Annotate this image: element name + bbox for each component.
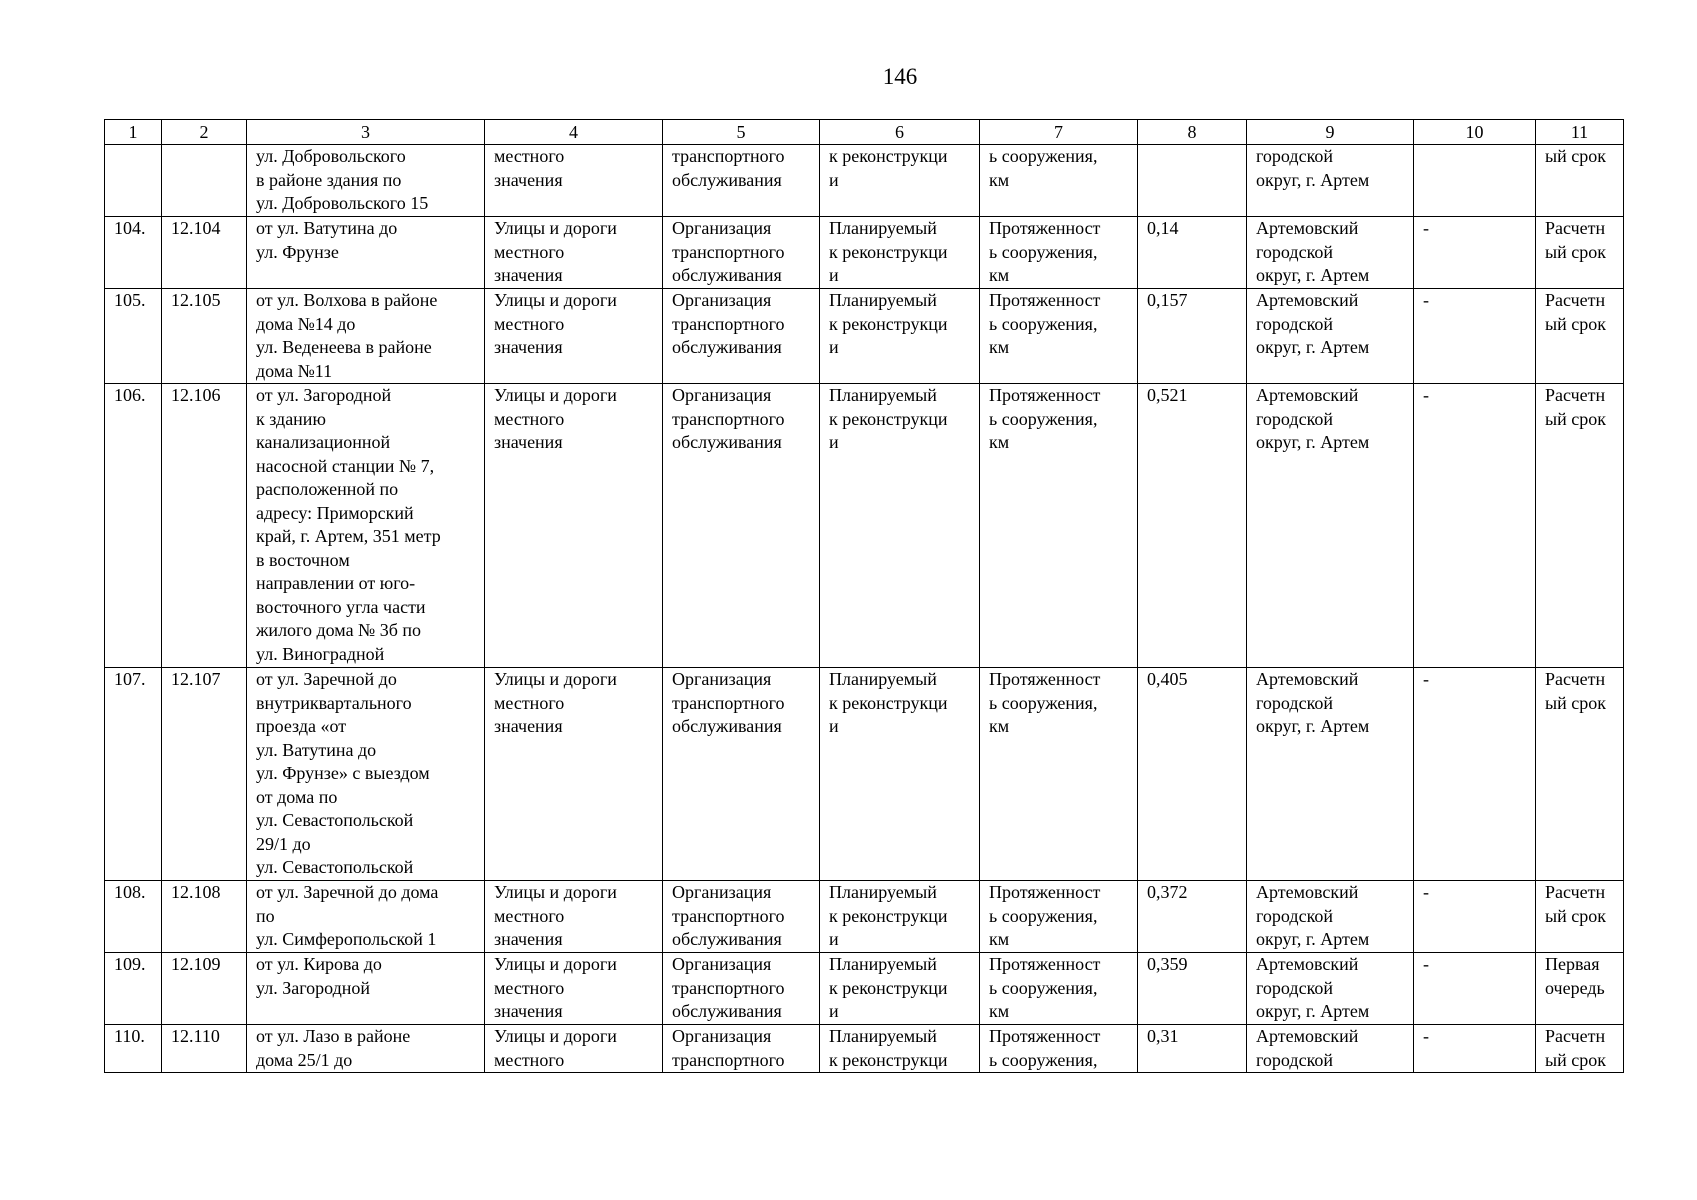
object-zone: - — [1414, 668, 1536, 881]
object-type: местного значения — [485, 145, 663, 217]
object-type: Улицы и дороги местного значения — [485, 881, 663, 953]
object-purpose: Организация транспортного обслуживания — [663, 217, 820, 289]
object-characteristic: Протяженност ь сооружения, — [980, 1025, 1138, 1073]
object-status: к реконструкци и — [820, 145, 980, 217]
object-location: от ул. Загородной к зданию канализационной насосной станции № 7, расположенной по адресу: Приморский край, г. Артем, 351 метр в восточном направлении от юго- восточного угла части жилого дома № 3б по ул. Виноградной — [247, 384, 485, 668]
object-zone: - — [1414, 289, 1536, 384]
objects-table — [104, 119, 1624, 1073]
row-number: 106. — [105, 384, 162, 668]
object-code: 12.107 — [162, 668, 247, 881]
object-value: 0,359 — [1138, 953, 1247, 1025]
object-characteristic: Протяженност ь сооружения, км — [980, 289, 1138, 384]
object-purpose: транспортного обслуживания — [663, 145, 820, 217]
object-location: от ул. Лазо в районе дома 25/1 до — [247, 1025, 485, 1073]
object-code: 12.104 — [162, 217, 247, 289]
column-header: 8 — [1138, 120, 1247, 145]
table-row — [105, 145, 1624, 217]
object-characteristic: Протяженност ь сооружения, км — [980, 881, 1138, 953]
object-location: от ул. Волхова в районе дома №14 до ул. Веденеева в районе дома №11 — [247, 289, 485, 384]
table-row — [105, 953, 1624, 1025]
object-value: 0,405 — [1138, 668, 1247, 881]
page-number: 146 — [882, 64, 918, 89]
object-characteristic: Протяженност ь сооружения, км — [980, 668, 1138, 881]
object-type: Улицы и дороги местного значения — [485, 217, 663, 289]
object-term: Расчетн ый срок — [1536, 881, 1624, 953]
row-number: 110. — [105, 1025, 162, 1073]
object-value: 0,31 — [1138, 1025, 1247, 1073]
object-status: Планируемый к реконструкци и — [820, 384, 980, 668]
object-status: Планируемый к реконструкци и — [820, 217, 980, 289]
object-purpose: Организация транспортного обслуживания — [663, 384, 820, 668]
object-type: Улицы и дороги местного значения — [485, 384, 663, 668]
object-code: 12.109 — [162, 953, 247, 1025]
object-purpose: Организация транспортного обслуживания — [663, 881, 820, 953]
object-municipality: городской округ, г. Артем — [1247, 145, 1414, 217]
column-number-row — [105, 120, 1624, 145]
object-zone — [1414, 145, 1536, 217]
column-header: 2 — [162, 120, 247, 145]
object-value: 0,14 — [1138, 217, 1247, 289]
object-value: 0,372 — [1138, 881, 1247, 953]
object-term: Расчетн ый срок — [1536, 668, 1624, 881]
object-characteristic: ь сооружения, км — [980, 145, 1138, 217]
column-header: 4 — [485, 120, 663, 145]
object-term: ый срок — [1536, 145, 1624, 217]
object-type: Улицы и дороги местного — [485, 1025, 663, 1073]
column-header: 1 — [105, 120, 162, 145]
row-number: 105. — [105, 289, 162, 384]
column-header: 10 — [1414, 120, 1536, 145]
object-value: 0,157 — [1138, 289, 1247, 384]
row-number: 104. — [105, 217, 162, 289]
column-header: 3 — [247, 120, 485, 145]
object-location: ул. Добровольского в районе здания по ул. Добровольского 15 — [247, 145, 485, 217]
object-status: Планируемый к реконструкци и — [820, 881, 980, 953]
object-purpose: Организация транспортного — [663, 1025, 820, 1073]
object-term: Расчетн ый срок — [1536, 384, 1624, 668]
row-number: 109. — [105, 953, 162, 1025]
object-term: Расчетн ый срок — [1536, 217, 1624, 289]
object-status: Планируемый к реконструкци и — [820, 953, 980, 1025]
object-code: 12.106 — [162, 384, 247, 668]
column-header: 6 — [820, 120, 980, 145]
object-purpose: Организация транспортного обслуживания — [663, 289, 820, 384]
object-location: от ул. Ватутина до ул. Фрунзе — [247, 217, 485, 289]
column-header: 7 — [980, 120, 1138, 145]
object-characteristic: Протяженност ь сооружения, км — [980, 953, 1138, 1025]
object-purpose: Организация транспортного обслуживания — [663, 668, 820, 881]
object-characteristic: Протяженност ь сооружения, км — [980, 217, 1138, 289]
object-location: от ул. Заречной до внутриквартального проезда «от ул. Ватутина до ул. Фрунзе» с выездом от дома по ул. Севастопольской 29/1 до ул. Севастопольской — [247, 668, 485, 881]
table-row — [105, 289, 1624, 384]
object-municipality: Артемовский городской — [1247, 1025, 1414, 1073]
object-type: Улицы и дороги местного значения — [485, 953, 663, 1025]
table-row — [105, 1025, 1624, 1073]
column-header: 11 — [1536, 120, 1624, 145]
object-status: Планируемый к реконструкци — [820, 1025, 980, 1073]
object-zone: - — [1414, 953, 1536, 1025]
row-number: 107. — [105, 668, 162, 881]
object-term: Расчетн ый срок — [1536, 1025, 1624, 1073]
object-code: 12.108 — [162, 881, 247, 953]
object-code — [162, 145, 247, 217]
object-term: Первая очередь — [1536, 953, 1624, 1025]
object-zone: - — [1414, 881, 1536, 953]
object-purpose: Организация транспортного обслуживания — [663, 953, 820, 1025]
object-location: от ул. Кирова до ул. Загородной — [247, 953, 485, 1025]
object-value — [1138, 145, 1247, 217]
object-value: 0,521 — [1138, 384, 1247, 668]
object-municipality: Артемовский городской округ, г. Артем — [1247, 384, 1414, 668]
table-row — [105, 668, 1624, 881]
object-municipality: Артемовский городской округ, г. Артем — [1247, 881, 1414, 953]
object-zone: - — [1414, 217, 1536, 289]
object-type: Улицы и дороги местного значения — [485, 289, 663, 384]
object-zone: - — [1414, 384, 1536, 668]
object-term: Расчетн ый срок — [1536, 289, 1624, 384]
object-status: Планируемый к реконструкци и — [820, 289, 980, 384]
object-status: Планируемый к реконструкци и — [820, 668, 980, 881]
column-header: 5 — [663, 120, 820, 145]
column-header: 9 — [1247, 120, 1414, 145]
object-municipality: Артемовский городской округ, г. Артем — [1247, 217, 1414, 289]
row-number: 108. — [105, 881, 162, 953]
object-characteristic: Протяженност ь сооружения, км — [980, 384, 1138, 668]
object-municipality: Артемовский городской округ, г. Артем — [1247, 289, 1414, 384]
object-municipality: Артемовский городской округ, г. Артем — [1247, 668, 1414, 881]
object-municipality: Артемовский городской округ, г. Артем — [1247, 953, 1414, 1025]
object-zone: - — [1414, 1025, 1536, 1073]
object-code: 12.105 — [162, 289, 247, 384]
table-row — [105, 881, 1624, 953]
row-number — [105, 145, 162, 217]
object-code: 12.110 — [162, 1025, 247, 1073]
object-location: от ул. Заречной до дома по ул. Симферопольской 1 — [247, 881, 485, 953]
table-row — [105, 384, 1624, 668]
object-type: Улицы и дороги местного значения — [485, 668, 663, 881]
table-row — [105, 217, 1624, 289]
